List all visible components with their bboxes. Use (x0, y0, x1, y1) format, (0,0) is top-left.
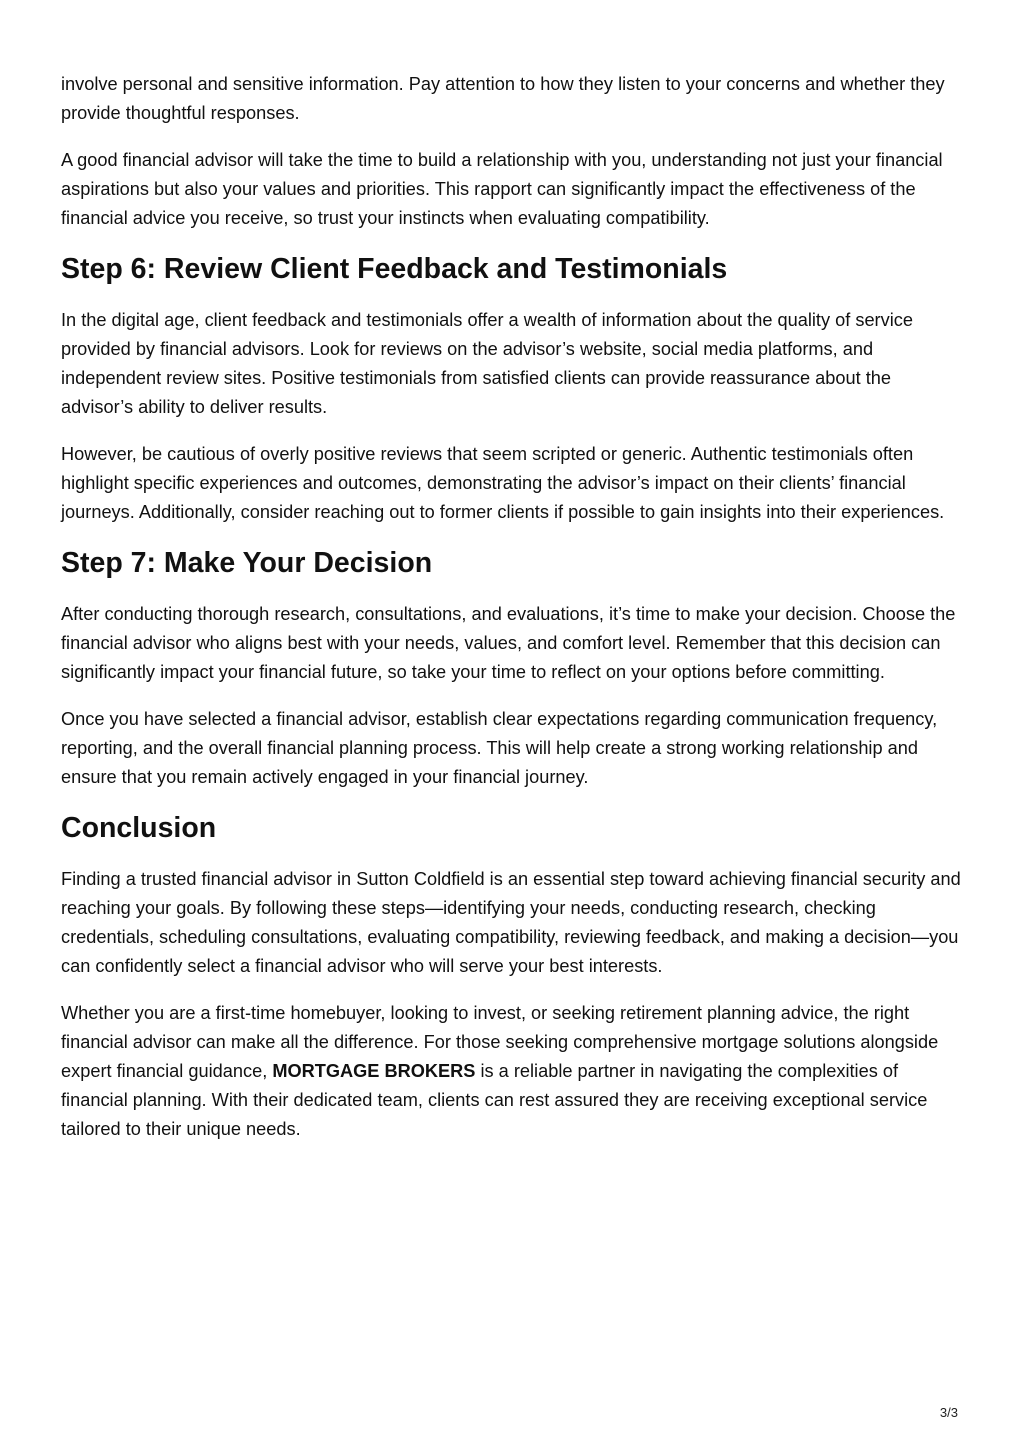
step-6-paragraph-2: However, be cautious of overly positive reviews that seem scripted or generic. Authentic testimonials often highlight specific experiences and outcomes, demonstrating the advisor’s impact on their clients’ financial journeys. Additionally, consider reaching out to former clients if possible to gain insights into their experiences. (61, 444, 945, 522)
document-content (61, 70, 966, 1162)
step-6-heading: Step 6: Review Client Feedback and Testimonials (61, 253, 728, 285)
conclusion-paragraph-2 (61, 999, 966, 1144)
page-number: 3/3 (939, 1405, 958, 1420)
step-7-paragraph-1: After conducting thorough research, consultations, and evaluations, it’s time to make your decision. Choose the financial advisor who aligns best with your needs, values, and comfort level. Remember that this decision can significantly impact your financial future, so take your time to reflect on your options before committing. (61, 604, 956, 682)
intro-paragraph-2: A good financial advisor will take the time to build a relationship with you, understanding not just your financial aspirations but also your values and priorities. This rapport can significantly impact the effectiveness of the financial advice you receive, so trust your instincts when evaluating compatibility. (61, 150, 943, 228)
conclusion-heading: Conclusion (61, 812, 217, 844)
step-7-paragraph-2: Once you have selected a financial advisor, establish clear expectations regarding communication frequency, reporting, and the overall financial planning process. This will help create a strong working relationship and ensure that you remain actively engaged in your financial journey. (61, 709, 938, 787)
step-6-paragraph-1: In the digital age, client feedback and testimonials offer a wealth of information about the quality of service provided by financial advisors. Look for reviews on the advisor’s website, social media platforms, and independent review sites. Positive testimonials from satisfied clients can provide reassurance about the advisor’s ability to deliver results. (61, 310, 913, 417)
conclusion-paragraph-1: Finding a trusted financial advisor in Sutton Coldfield is an essential step toward achieving financial security and reaching your goals. By following these steps—identifying your needs, conducting research, checking credentials, scheduling consultations, evaluating compatibility, reviewing feedback, and making a decision—you can confidently select a financial advisor who will serve your best interests. (61, 869, 961, 976)
conclusion-text-before-brand: Whether you are a first-time homebuyer, looking to invest, or seeking retirement planning advice, the right financial advisor can make all the difference. For those seeking comprehensive mortgage solutions alongside expert financial guidance, (61, 1003, 939, 1081)
conclusion-text-after-brand: is a reliable partner in navigating the complexities of financial planning. With their dedicated team, clients can rest assured they are receiving exceptional service tailored to their unique needs. (61, 1061, 928, 1139)
intro-paragraph-1: involve personal and sensitive information. Pay attention to how they listen to your concerns and whether they provide thoughtful responses. (61, 74, 945, 123)
mortgage-brokers-brand: MORTGAGE BROKERS (272, 1061, 476, 1081)
step-7-heading: Step 7: Make Your Decision (61, 547, 433, 579)
